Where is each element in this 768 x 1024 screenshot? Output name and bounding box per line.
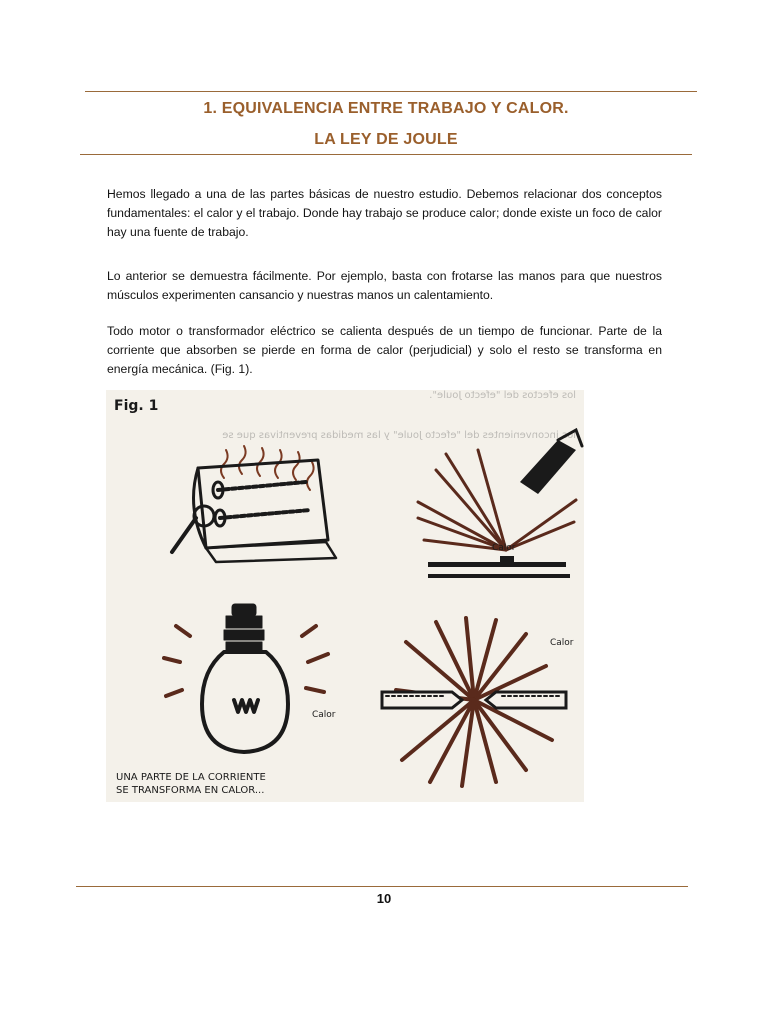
- figure-caption-line2: SE TRANSFORMA EN CALOR...: [116, 785, 265, 796]
- paragraph-2: Lo anterior se demuestra fácilmente. Por ejemplo, basta con frotarse las manos para que nuestros músculos experimenten cansancio y nuestras manos un calentamiento.: [107, 269, 662, 302]
- figure-1: [106, 390, 584, 802]
- header-rule-bottom: [80, 154, 692, 155]
- paragraph-3: Todo motor o transformador eléctrico se calienta después de un tiempo de funcionar. Parte de la corriente que absorben se pierde en forma de calor (perjudicial) y solo el resto se transforma en energía mecánica. (Fig. 1).: [107, 324, 662, 376]
- figure-label: Fig. 1: [114, 398, 159, 414]
- header-rule-top: [85, 91, 697, 92]
- bleed-through-text: [222, 390, 576, 441]
- welding-drawing: [418, 430, 582, 578]
- footer-rule: [76, 886, 688, 887]
- page-number: 10: [376, 891, 392, 906]
- paragraph-1: Hemos llegado a una de las partes básicas de nuestro estudio. Debemos relacionar dos conceptos fundamentales: el calor y el trabajo. Donde hay trabajo se produce calor; donde existe un foco de calor hay una fuente de trabajo.: [107, 187, 662, 239]
- page-title-line1: 1. EQUIVALENCIA ENTRE TRABAJO Y CALOR.: [203, 100, 569, 117]
- arc-drawing: [382, 618, 566, 786]
- figure-caption-line1: UNA PARTE DE LA CORRIENTE: [116, 772, 266, 783]
- bleed-text-2: los efectos del "efecto Joule".: [429, 390, 576, 401]
- page-title-line2: LA LEY DE JOULE: [314, 131, 458, 148]
- heater-drawing: [172, 446, 336, 562]
- figure-1-illustration: [106, 390, 584, 802]
- lightbulb-calor-label: Calor: [312, 710, 336, 720]
- arc-calor-label: Calor: [550, 638, 574, 648]
- welding-calor-label: Calor: [492, 543, 516, 553]
- heater-coils: [218, 482, 310, 518]
- bleed-text-1: ios inconvenientes del "efecto Joule" y las medidas preventivas que se: [222, 430, 576, 441]
- lightbulb-drawing: [164, 604, 328, 752]
